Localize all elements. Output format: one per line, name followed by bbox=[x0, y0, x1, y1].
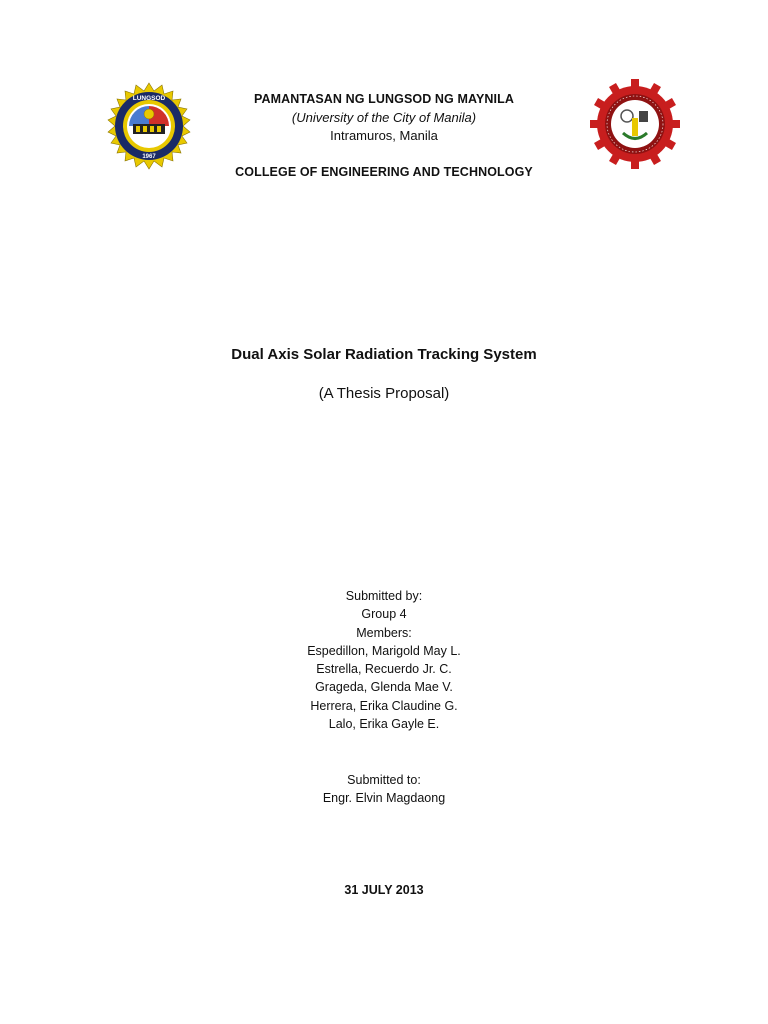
member-name: Herrera, Erika Claudine G. bbox=[310, 698, 458, 713]
member-name: Lalo, Erika Gayle E. bbox=[328, 717, 440, 732]
submitted-to-section bbox=[0, 771, 768, 808]
gear-emblem-block bbox=[639, 111, 648, 122]
member-name: Espedillon, Marigold May L. bbox=[307, 643, 461, 658]
members-label: Members: bbox=[356, 625, 412, 640]
university-name: PAMANTASAN NG LUNGSOD NG MAYNILA bbox=[254, 92, 514, 106]
university-location: Intramuros, Manila bbox=[330, 128, 438, 143]
college-of-engineering-gear-seal-icon bbox=[589, 78, 681, 170]
thesis-title: Dual Axis Solar Radiation Tracking System bbox=[231, 346, 537, 363]
thesis-subtitle: (A Thesis Proposal) bbox=[318, 385, 450, 402]
seal-text-top: LUNGSOD bbox=[132, 95, 166, 102]
university-english-name: (University of the City of Manila) bbox=[291, 110, 477, 125]
seal-text-year: 1967 bbox=[142, 154, 156, 160]
member-name: Estrella, Recuerdo Jr. C. bbox=[316, 662, 452, 677]
college-name: COLLEGE OF ENGINEERING AND TECHNOLOGY bbox=[235, 165, 533, 179]
adviser-name: Engr. Elvin Magdaong bbox=[322, 791, 446, 806]
submitted-to-label: Submitted to: bbox=[347, 773, 421, 787]
member-name: Grageda, Glenda Mae V. bbox=[315, 680, 453, 695]
group-name: Group 4 bbox=[361, 607, 407, 622]
gear-emblem-torch bbox=[632, 118, 638, 136]
submitted-by-section bbox=[0, 587, 768, 733]
submission-date: 31 JULY 2013 bbox=[344, 883, 424, 897]
submitted-by-label: Submitted by: bbox=[345, 589, 423, 603]
